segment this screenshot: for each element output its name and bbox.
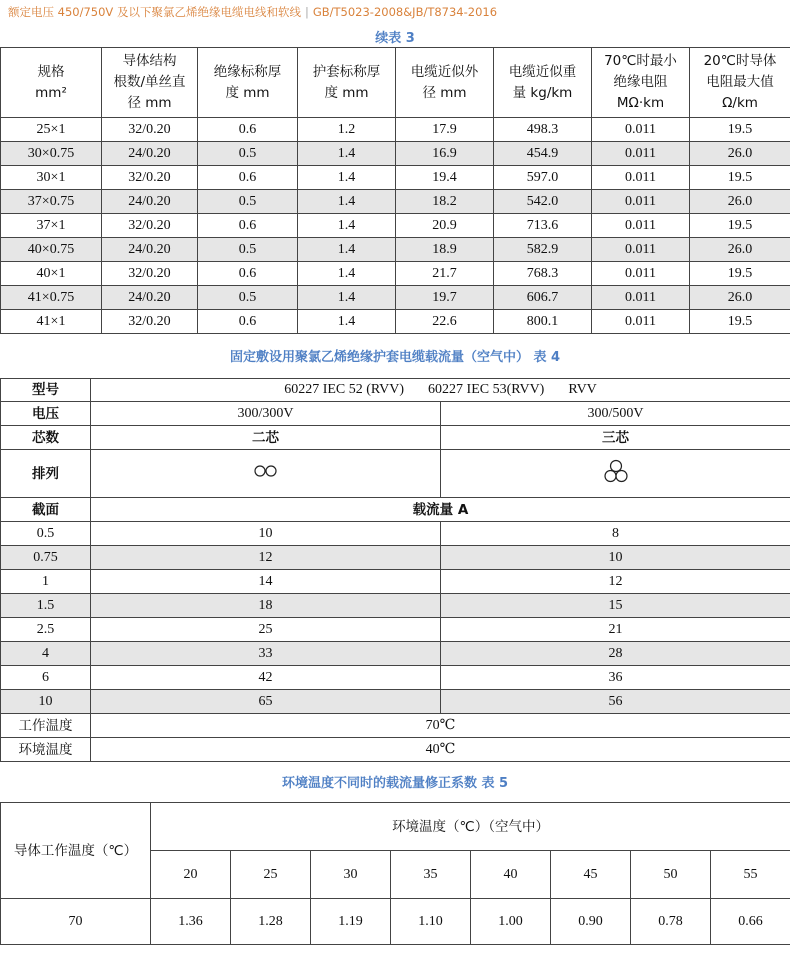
- table5-factor-cell: 1.00: [471, 899, 551, 945]
- table4-cell: 18: [91, 594, 441, 618]
- table3-cell: 768.3: [494, 262, 592, 286]
- table3-header-line: 度 mm: [324, 84, 369, 101]
- table3-cell: 0.5: [198, 286, 298, 310]
- table3-cell: 0.6: [198, 118, 298, 142]
- table3-cell: 19.4: [396, 166, 494, 190]
- table4-row: [1, 570, 790, 594]
- arrangement-label: 排列: [1, 450, 91, 498]
- table4-cell: 2.5: [1, 618, 91, 642]
- table3-cell: 0.011: [592, 238, 690, 262]
- table4-cell: 28: [441, 642, 790, 666]
- table5-temp-cell: 35: [391, 851, 471, 899]
- table4-cell: 0.5: [1, 522, 91, 546]
- table3-header-cell: [298, 48, 396, 118]
- table3-cell: 32/0.20: [102, 118, 198, 142]
- table4-cell: 33: [91, 642, 441, 666]
- table4-section-row: [1, 498, 790, 522]
- table3-cell: 19.7: [396, 286, 494, 310]
- table5-temp-cell: 20: [151, 851, 231, 899]
- table5-temp-cell: 45: [551, 851, 631, 899]
- table3-row: [1, 214, 790, 238]
- table4-cell: 1: [1, 570, 91, 594]
- table3-cell: 37×0.75: [1, 190, 102, 214]
- table3-header-line: 导体结构: [122, 53, 177, 69]
- table3-header-cell: [198, 48, 298, 118]
- table3-header-line: 绝缘电阻: [613, 74, 668, 90]
- table3-row: [1, 286, 790, 310]
- table3-cell: 800.1: [494, 310, 592, 334]
- table3-cell: 454.9: [494, 142, 592, 166]
- cores-three: 三芯: [441, 426, 790, 450]
- table4-row: [1, 546, 790, 570]
- table3-cell: 18.2: [396, 190, 494, 214]
- table3-header-cell: [102, 48, 198, 118]
- table3-cell: 0.011: [592, 262, 690, 286]
- table3-header-line: MΩ·km: [616, 95, 665, 111]
- table4-cell: 12: [91, 546, 441, 570]
- table3-header-line: 70℃时最小: [604, 53, 677, 69]
- table3-cell: 37×1: [1, 214, 102, 238]
- table3-cell: 1.4: [298, 286, 396, 310]
- table3-header-line: 20℃时导体: [703, 53, 777, 69]
- table3-header-line: 度 mm: [225, 84, 270, 101]
- work-temp-header: 导体工作温度（℃）: [1, 803, 151, 899]
- table3-caption: 续表 3: [375, 31, 415, 46]
- table3-cell: 0.011: [592, 286, 690, 310]
- table3-cell: 16.9: [396, 142, 494, 166]
- table5-factor-cell: 0.78: [631, 899, 711, 945]
- voltage-three-core: 300/500V: [441, 402, 790, 426]
- table3-cell: 26.0: [690, 190, 790, 214]
- table4-row: [1, 522, 790, 546]
- table3-cell: 32/0.20: [102, 214, 198, 238]
- table3-row: [1, 310, 790, 334]
- table3-cell: 0.011: [592, 214, 690, 238]
- two-core-circles-icon: [251, 463, 281, 479]
- current-label: 载流量 A: [91, 498, 790, 522]
- table5-temp-cell: 25: [231, 851, 311, 899]
- table3-cell: 1.4: [298, 310, 396, 334]
- table4-cell: 15: [441, 594, 790, 618]
- work-temp-value: 70℃: [91, 714, 790, 738]
- table3-cell: 1.2: [298, 118, 396, 142]
- table3-cell: 0.011: [592, 310, 690, 334]
- table3-cell: 26.0: [690, 286, 790, 310]
- table3-cell: 713.6: [494, 214, 592, 238]
- table3-row: [1, 118, 790, 142]
- table4-cell: 1.5: [1, 594, 91, 618]
- table3-header-row: [1, 48, 790, 118]
- table4-ambient-temp-row: [1, 738, 790, 762]
- table3-cell: 0.5: [198, 142, 298, 166]
- table3-cell: 1.4: [298, 166, 396, 190]
- section-label: 截面: [1, 498, 91, 522]
- table3-cell: 0.5: [198, 190, 298, 214]
- table3-cell: 24/0.20: [102, 238, 198, 262]
- table3-cell: 25×1: [1, 118, 102, 142]
- table4-row: [1, 594, 790, 618]
- model-3: RVV: [568, 382, 597, 397]
- model-label: 型号: [1, 379, 91, 402]
- table4-cell: 10: [91, 522, 441, 546]
- ambient-temp-header: 环境温度（℃）（空气中）: [151, 803, 790, 851]
- table3-row: [1, 190, 790, 214]
- table4-cell: 0.75: [1, 546, 91, 570]
- table5-factor-cell: 1.19: [311, 899, 391, 945]
- table4-cell: 65: [91, 690, 441, 714]
- table4-cell: 10: [1, 690, 91, 714]
- table3-row: [1, 166, 790, 190]
- table4-cell: 36: [441, 666, 790, 690]
- table3-header-cell: [1, 48, 102, 118]
- table5-factor-cell: 1.36: [151, 899, 231, 945]
- table3-cell: 32/0.20: [102, 310, 198, 334]
- cores-label: 芯数: [1, 426, 91, 450]
- table3-header-line: 径 mm: [127, 95, 172, 111]
- table5: [0, 802, 790, 945]
- table3-cell: 30×1: [1, 166, 102, 190]
- table3-cell: 582.9: [494, 238, 592, 262]
- table3-cell: 41×1: [1, 310, 102, 334]
- table4-cell: 21: [441, 618, 790, 642]
- table3-cell: 1.4: [298, 262, 396, 286]
- table5-factor-cell: 0.90: [551, 899, 631, 945]
- cores-two: 二芯: [91, 426, 441, 450]
- table3-cell: 41×0.75: [1, 286, 102, 310]
- voltage-two-core: 300/300V: [91, 402, 441, 426]
- table3-cell: 0.5: [198, 238, 298, 262]
- table3-cell: 498.3: [494, 118, 592, 142]
- ambient-temp-value: 40℃: [91, 738, 790, 762]
- table3-cell: 19.5: [690, 214, 790, 238]
- table3-cell: 19.5: [690, 262, 790, 286]
- table3-header-line: mm²: [35, 84, 67, 101]
- table5-caption: 环境温度不同时的载流量修正系数 表 5: [281, 776, 509, 791]
- table3-cell: 32/0.20: [102, 262, 198, 286]
- table3-header-line: 规格: [37, 63, 65, 80]
- table4-work-temp-row: [1, 714, 790, 738]
- table3-cell: 40×0.75: [1, 238, 102, 262]
- table3-header-cell: [494, 48, 592, 118]
- table4-row: [1, 618, 790, 642]
- table3-cell: 597.0: [494, 166, 592, 190]
- table5-temp-cell: 55: [711, 851, 790, 899]
- table4: [0, 378, 790, 762]
- two-core-arrangement: [91, 450, 441, 498]
- table3-cell: 24/0.20: [102, 286, 198, 310]
- table4-row: [1, 642, 790, 666]
- work-temp-label: 工作温度: [1, 714, 91, 738]
- table3-cell: 0.6: [198, 310, 298, 334]
- table3-header-line: 电缆近似重: [508, 63, 577, 80]
- table3-cell: 0.6: [198, 214, 298, 238]
- table5-temp-cell: 30: [311, 851, 391, 899]
- table5-factor-cell: 1.28: [231, 899, 311, 945]
- table3-header-line: 根数/单丝直: [113, 74, 186, 90]
- table4-model-row: [1, 379, 790, 402]
- table3-cell: 18.9: [396, 238, 494, 262]
- table4-row: [1, 666, 790, 690]
- three-core-circles-icon: [601, 458, 631, 484]
- header-separator: |: [304, 5, 309, 19]
- table3-cell: 22.6: [396, 310, 494, 334]
- table3-header-cell: [690, 48, 790, 118]
- three-core-arrangement: [441, 450, 790, 498]
- page-header: [8, 4, 497, 20]
- table3-cell: 0.6: [198, 262, 298, 286]
- model-2: 60227 IEC 53(RVV): [428, 382, 545, 397]
- table3-cell: 0.011: [592, 166, 690, 190]
- ambient-temp-label: 环境温度: [1, 738, 91, 762]
- table3-cell: 0.6: [198, 166, 298, 190]
- table3-cell: 19.5: [690, 118, 790, 142]
- table3-header-line: 量 kg/km: [512, 84, 573, 101]
- table3-cell: 40×1: [1, 262, 102, 286]
- table5-factor-cell: 1.10: [391, 899, 471, 945]
- table3-cell: 21.7: [396, 262, 494, 286]
- table3-cell: 606.7: [494, 286, 592, 310]
- table3-cell: 17.9: [396, 118, 494, 142]
- table4-cell: 6: [1, 666, 91, 690]
- table3-row: [1, 142, 790, 166]
- table3-header-line: 绝缘标称厚: [213, 63, 282, 80]
- table3-header-line: 电缆近似外: [410, 63, 479, 80]
- table3-cell: 1.4: [298, 214, 396, 238]
- table3-header-line: 护套标称厚: [312, 63, 381, 80]
- table3-cell: 30×0.75: [1, 142, 102, 166]
- table3-cell: 20.9: [396, 214, 494, 238]
- table4-arrangement-row: [1, 450, 790, 498]
- table3-cell: 19.5: [690, 166, 790, 190]
- table3-cell: 26.0: [690, 238, 790, 262]
- table4-cell: 42: [91, 666, 441, 690]
- model-values: [91, 379, 790, 402]
- table3: [0, 47, 790, 334]
- table4-caption: 固定敷设用聚氯乙烯绝缘护套电缆载流量（空气中） 表 4: [229, 350, 561, 365]
- table3-cell: 32/0.20: [102, 166, 198, 190]
- table3-header-line: Ω/km: [722, 95, 758, 111]
- table5-work-temp-value: 70: [1, 899, 151, 945]
- voltage-label: 电压: [1, 402, 91, 426]
- table3-cell: 19.5: [690, 310, 790, 334]
- table5-factor-cell: 0.66: [711, 899, 790, 945]
- table3-row: [1, 238, 790, 262]
- table4-cell: 4: [1, 642, 91, 666]
- table5-temp-cell: 50: [631, 851, 711, 899]
- header-title: 额定电压 450/750V 及以下聚氯乙烯绝缘电缆电线和软线: [8, 5, 301, 19]
- table3-cell: 24/0.20: [102, 142, 198, 166]
- table3-header-line: 电阻最大值: [706, 74, 774, 90]
- table4-cell: 56: [441, 690, 790, 714]
- table3-cell: 1.4: [298, 238, 396, 262]
- table3-cell: 1.4: [298, 190, 396, 214]
- table3-cell: 24/0.20: [102, 190, 198, 214]
- table4-voltage-row: [1, 402, 790, 426]
- table5-factors-row: [1, 899, 790, 945]
- table5-temp-cell: 40: [471, 851, 551, 899]
- table3-cell: 0.011: [592, 118, 690, 142]
- table4-cell: 8: [441, 522, 790, 546]
- table3-cell: 0.011: [592, 142, 690, 166]
- model-1: 60227 IEC 52 (RVV): [284, 382, 405, 397]
- table5-header-row: [1, 803, 790, 851]
- table4-cell: 12: [441, 570, 790, 594]
- header-standards: GB/T5023-2008&JB/T8734-2016: [312, 5, 498, 19]
- table3-cell: 1.4: [298, 142, 396, 166]
- table3-row: [1, 262, 790, 286]
- table3-cell: 542.0: [494, 190, 592, 214]
- table4-cell: 25: [91, 618, 441, 642]
- table4-cell: 14: [91, 570, 441, 594]
- table3-header-line: 径 mm: [422, 84, 467, 101]
- table3-cell: 0.011: [592, 190, 690, 214]
- table4-cell: 10: [441, 546, 790, 570]
- table4-row: [1, 690, 790, 714]
- table3-header-cell: [592, 48, 690, 118]
- table4-cores-row: [1, 426, 790, 450]
- table3-header-cell: [396, 48, 494, 118]
- table3-cell: 26.0: [690, 142, 790, 166]
